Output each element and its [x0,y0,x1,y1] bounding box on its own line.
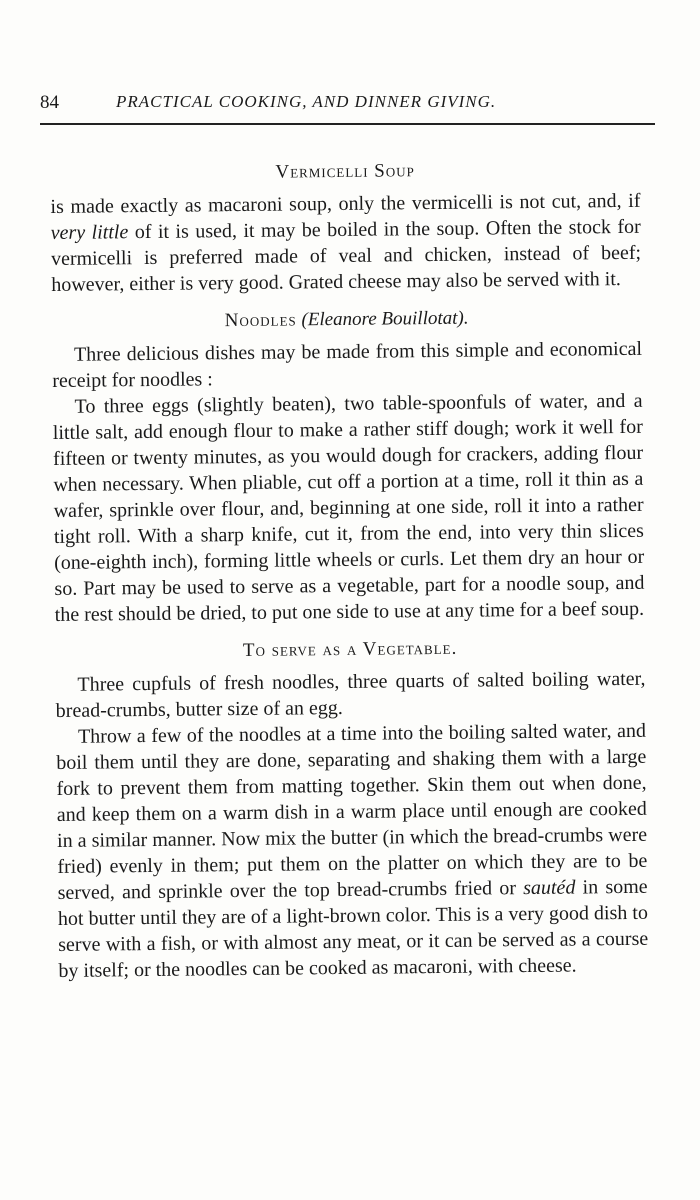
noodles-intro: Three delicious dishes may be made from this simple and economical receipt for noodles : [52,337,643,392]
page-number: 84 [40,92,59,113]
page-body [50,156,649,984]
running-title: PRACTICAL COOKING, AND DINNER GIVING. [116,92,497,111]
page-header [40,92,660,118]
noodles-heading: Noodles (Eleanore Bouillotat). [224,307,469,332]
noodles-body: To three eggs (slightly beaten), two table-spoonfuls of water, and a little salt, add enough flour to make a rather stiff dough; work it well for fifteen or twenty minutes, as you would dough for crackers, adding flour when necessary. When pliable, cut off a portion at a time, roll it thin as a wafer, sprinkle over flour, and, beginning at one side, roll it into a rather tight roll. With a sharp knife, cut it, from the end, into very thin slices (one-eighth inch), forming little wheels or curls. Let them dry an hour or so. Part may be used to serve as a vegetable, part for a noodle soup, and the rest should be dried, to put one side to use at any time for a beef soup. [52,389,645,626]
vermicelli-paragraph: is made exactly as macaroni soup, only the vermicelli is not cut, and, if very little of it is used, it may be boiled in the soup. Often the stock for vermicelli is preferred made of veal and chicken, instead of beef; however, either is very good. Grated cheese may also be served with it. [50,189,642,296]
header-rule [40,123,655,125]
vegetable-ingredients: Three cupfuls of fresh noodles, three quarts of salted boiling water, bread-crumbs, butter size of an egg. [55,667,646,722]
vermicelli-heading: Vermicelli Soup [275,160,415,183]
vegetable-body: Throw a few of the noodles at a time into the boiling salted water, and boil them until they are done, separating and shaking them with a large fork to prevent them from matting together. Skin them out when done, and keep them on a warm dish in a warm place until enough are cooked in a similar manner. Now mix the butter (in which the bread-crumbs were fried) evenly in them; put them on the platter on which they are to be served, and sprinkle over the top bread-crumbs fried or sautéd in some hot butter until they are of a light-brown color. This is a very good dish to serve with a fish, or with almost any meat, or it can be served as a course by itself; or the noodles can be cooked as macaroni, with cheese. [56,719,649,982]
vegetable-heading: To serve as a Vegetable. [242,637,458,662]
